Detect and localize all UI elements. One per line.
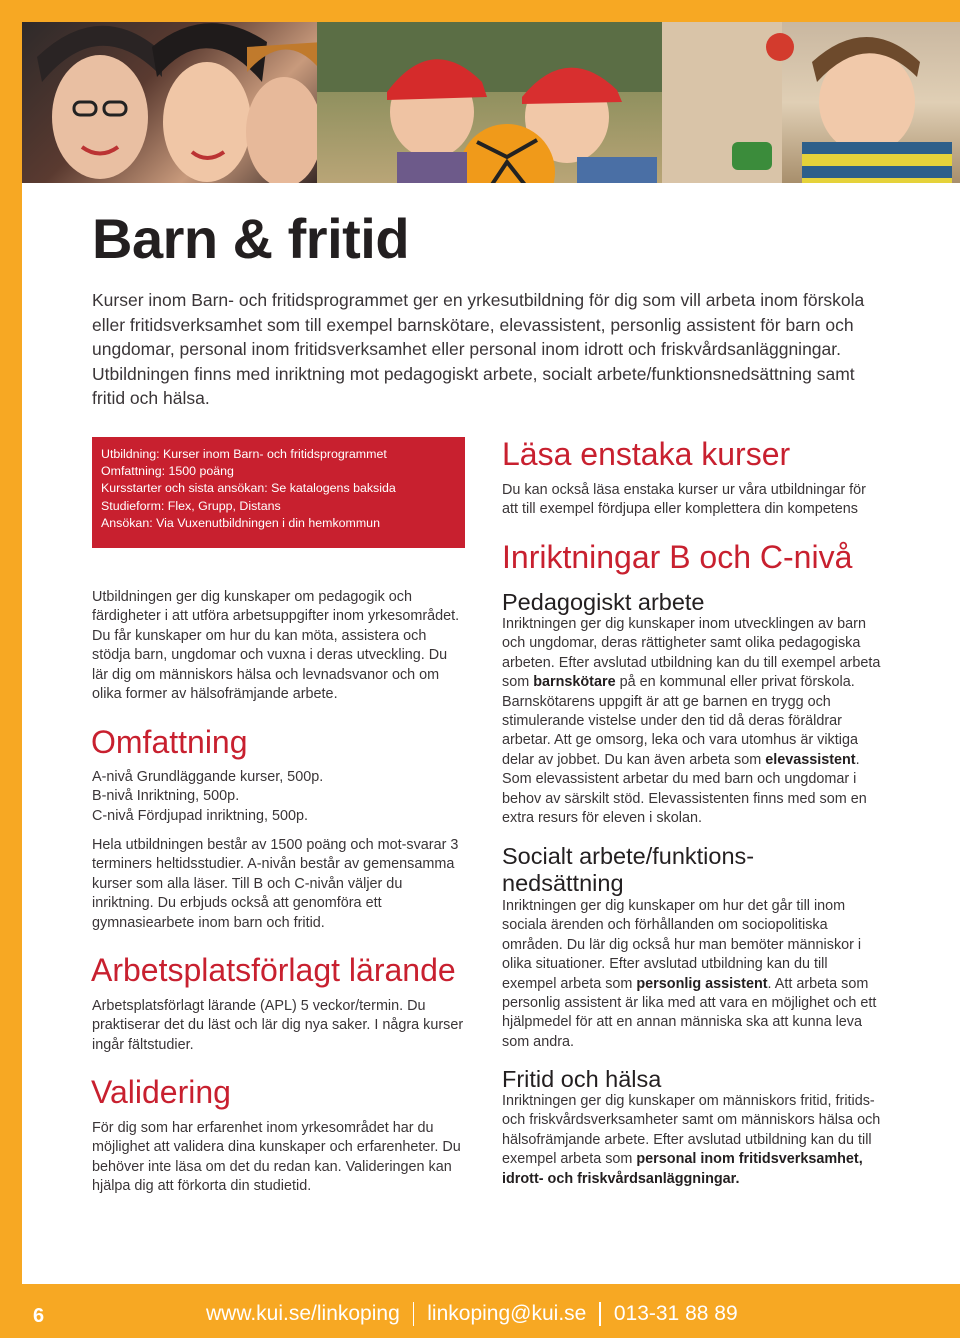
- program-description: Utbildningen ger dig kunskaper om pedagogik och färdigheter i att utföra arbetsuppgifter inom yrkesområdet. Du får kunskaper om hur du kan möta, assistera och stödja barn, ungdomar och vuxna i deras utveckling. Du lär dig om människors hälsa och levnadsvanor och om olika former av hälsofrämjande arbete.: [92, 589, 460, 703]
- intro-paragraph: Kurser inom Barn- och fritidsprogrammet ger en yrkesutbildning för dig som vill arbeta inom förskola eller fritidsverksamhet som till exempel barnskötare, elevassistent, personlig assistent för barn och ungdomar, personal inom fritidsverksamhet eller personal inom idrott och friskvårdsanläggningar. Utbildningen finns med inriktning mot pedagogiskt arbete, socialt arbete/funktionsnedsättning samt fritid och hälsa.: [92, 290, 865, 409]
- fritid-term: personal inom fritidsverksamhet, idrott- och friskvårdsanläggningar.: [502, 1151, 863, 1187]
- info-ansokan: Ansökan: Via Vuxenutbildningen i din hemkommun: [101, 515, 380, 530]
- info-omfattning: Omfattning: 1500 poäng: [101, 464, 234, 479]
- barnskotare-term: barnskötare: [533, 674, 616, 691]
- phone-number: 013-31 88 89: [613, 1302, 738, 1325]
- photo-kids: [317, 22, 662, 183]
- apl-heading: Arbetsplatsförlagt lärande: [91, 952, 456, 988]
- omfattning-heading: Omfattning: [91, 724, 248, 760]
- level-a: A-nivå Grundläggande kurser, 500p.: [92, 769, 324, 785]
- page-title: Barn & fritid: [92, 207, 410, 270]
- info-utbildning: Utbildning: Kurser inom Barn- och fritidsprogrammet: [101, 447, 387, 461]
- socialt-text-1: Inriktningen ger dig kunskaper om hur det går till inom sociala ärenden och förhållanden om sociopolitiska områden. Du lär dig också hur man bemöter människor i olika situationer. Efter avslutad utbildning kan du till exempel arbeta som: [502, 898, 862, 992]
- pedagogiskt-text-3: . Som elevassistent arbetar du med barn och ungdomar i behov av särskilt stöd. Elevassistenten finns med som en extra resurs för eleven i skolan.: [502, 751, 867, 827]
- info-box: [92, 437, 465, 548]
- left-border: [0, 0, 22, 1338]
- photo-women: [22, 22, 317, 183]
- info-studieform: Studieform: Flex, Grupp, Distans: [101, 498, 281, 513]
- page-number: 6: [33, 1305, 45, 1327]
- footer-divider: [413, 1302, 415, 1326]
- level-b: B-nivå Inriktning, 500p.: [92, 788, 240, 805]
- footer-contact: [206, 1302, 738, 1326]
- pedagogiskt-heading: Pedagogiskt arbete: [502, 589, 705, 615]
- validering-heading: Validering: [91, 1074, 231, 1110]
- fritid-heading: Fritid och hälsa: [502, 1066, 662, 1092]
- omfattning-list: [92, 768, 467, 826]
- pedagogiskt-paragraph: [502, 615, 882, 828]
- email-link[interactable]: linkoping@kui.se: [427, 1302, 587, 1325]
- website-link[interactable]: www.kui.se/linkoping: [206, 1302, 400, 1325]
- omfattning-paragraph: Hela utbildningen består av 1500 poäng och mot-svarar 3 terminers heltidsstudier. A-nivån består av gemensamma kurser som alla läser. Till B och C-nivån väljer du inriktning. Du erbjuds också att genomföra ett gymnasiearbete inom barn och fritid.: [92, 837, 459, 931]
- photo-banner: [22, 22, 960, 183]
- fritid-paragraph: [502, 1092, 882, 1189]
- validering-paragraph: För dig som har erfarenhet inom yrkesområdet har du möjlighet att validera dina kunskaper och erfarenheter. Du behöver inte läsa om det du redan kan. Valideringen kan hjälpa dig att förkorta din studietid.: [92, 1120, 461, 1195]
- info-kursstarter: Kursstarter och sista ansökan: Se katalogens baksida: [101, 481, 396, 496]
- elevassistent-term: elevassistent: [765, 751, 856, 768]
- footer-divider: [599, 1302, 601, 1326]
- level-c: C-nivå Fördjupad inriktning, 500p.: [92, 807, 308, 824]
- pedagogiskt-text-2: på en kommunal eller privat förskola. Barnskötarens uppgift är att ge barnen en trygg och stimulerande vistelse under den tid då deras föräldrar arbetar. Att ge omsorg, leka och vara utomhus är viktiga delar av jobbet. Du kan även arbeta som: [502, 674, 858, 768]
- photo-toddler: [662, 22, 960, 183]
- personlig-assistent-term: personlig assistent: [636, 975, 768, 992]
- fritid-text-1: Inriktningen ger dig kunskaper om människors fritid, fritids- och friskvårdsverksamheter samt om människors hälsa och hälsofrämjande arbete. Efter avslutad utbildning kan du till exempel arbeta som: [502, 1093, 881, 1168]
- lasa-paragraph: Du kan också läsa enstaka kurser ur våra utbildningar för att till exempel fördjupa eller komplettera din kompetens: [502, 482, 866, 518]
- lasa-heading: Läsa enstaka kurser: [502, 436, 791, 472]
- socialt-text-2: . Att arbeta som personlig assistent är lika med att vara en möjlighet och ett hjälpmedel för att en annan människa ska att kunna leva som andra.: [502, 975, 877, 1050]
- inriktningar-heading: Inriktningar B och C-nivå: [502, 539, 853, 575]
- pedagogiskt-text-1: Inriktningen ger dig kunskaper inom utvecklingen av barn och ungdomar, deras rättigheter samt olika pedagogiska arbeten. Efter avslutad utbildning kan du till exempel arbeta som: [502, 616, 881, 691]
- top-border: [0, 0, 960, 22]
- socialt-paragraph: [502, 897, 882, 1052]
- socialt-heading: Socialt arbete/funktions-nedsättning: [502, 843, 755, 896]
- apl-paragraph: Arbetsplatsförlagt lärande (APL) 5 veckor/termin. Du praktiserar det du läst och lär dig nya saker. I några kurser ingår fältstudier.: [92, 998, 464, 1053]
